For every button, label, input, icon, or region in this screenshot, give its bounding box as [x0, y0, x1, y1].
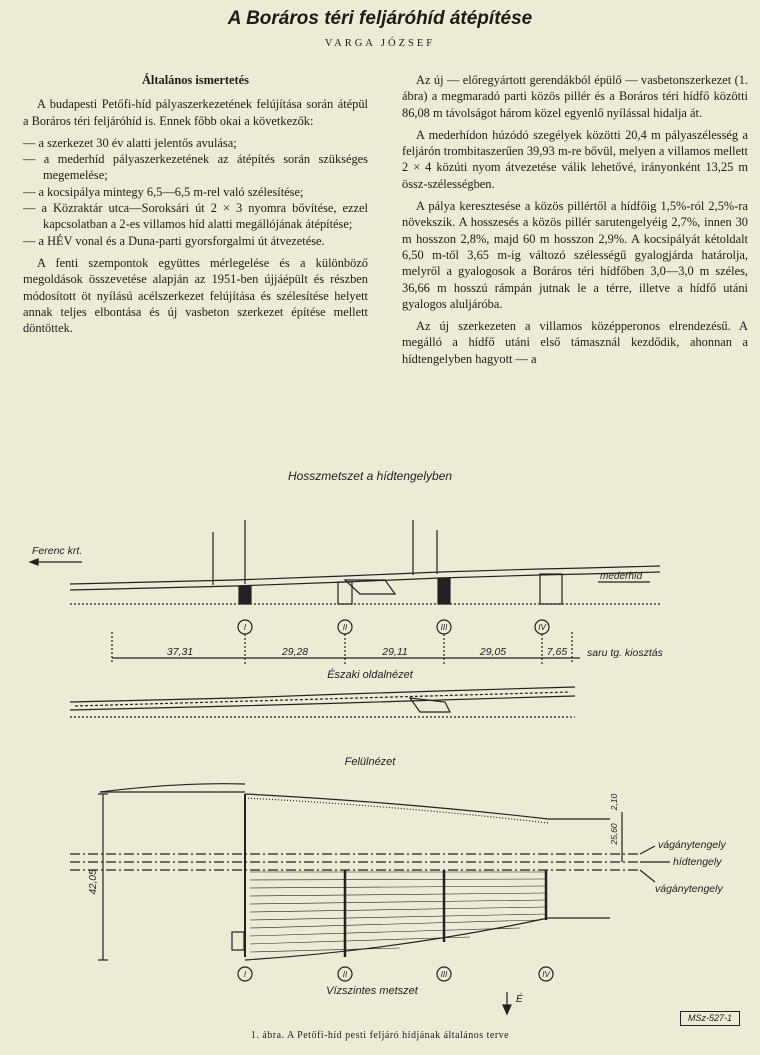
- article-title: A Boráros téri feljáróhíd átépítése: [227, 8, 533, 29]
- list-item: — a szerkezet 30 év alatti jelentős avulása;: [23, 135, 368, 151]
- pier-label: III: [440, 970, 448, 979]
- north-label: É: [516, 994, 523, 1005]
- span-label: 29,05: [479, 646, 507, 658]
- track-axis-label: vágánytengely: [655, 883, 723, 895]
- pier-4: [540, 574, 562, 604]
- bearing-label: saru tg. kiosztás: [587, 647, 663, 659]
- intro-paragraph: A budapesti Petőfi-híd pályaszerkezetének felújítása során átépül a Boráros téri feljáróhíd is. Ennek főbb okai a következők:: [23, 97, 368, 128]
- pier-1: [239, 586, 251, 604]
- reasons-list: [23, 135, 368, 249]
- horizontal-section-title: Vízszintes metszet: [326, 985, 418, 997]
- list-item: — a HÉV vonal és a Duna-parti gyorsforgalmi út átvezetése.: [23, 233, 368, 249]
- figure-caption: 1. ábra. A Petőfi-híd pesti feljáró hídjának általános terve: [250, 1030, 510, 1041]
- paragraph: A mederhídon húzódó szegélyek közötti 20,4 m pályaszélesség a feljárón trombitaszerűen 39,93 m-re bővül, melyen a villamos mellett 2 × 4 közúti nyom átvezetése válik lehetővé, irányonként 13,25 m össz-szélességben.: [402, 127, 748, 191]
- figure-code: MSz-527-1: [680, 1011, 740, 1026]
- track-axis-label: vágánytengely: [658, 839, 726, 851]
- pier-label: IV: [538, 623, 546, 632]
- pier-label: IV: [542, 970, 550, 979]
- right-column: [402, 72, 748, 373]
- pier-label: II: [342, 623, 348, 632]
- north-arrow-head-icon: [503, 1005, 511, 1014]
- span-label: 29,11: [382, 646, 408, 658]
- span-label: 37,31: [166, 646, 194, 658]
- span-label: 7,65: [546, 646, 568, 658]
- pier-label: III: [440, 623, 448, 632]
- ferenc-label: Ferenc krt.: [32, 545, 83, 557]
- span-label: 29,28: [281, 646, 309, 658]
- pier-3: [438, 578, 450, 604]
- bridge-plan-svg: [0, 462, 760, 1022]
- list-item: — a mederhíd pályaszerkezetének az átépítés során szükséges megemelése;: [23, 151, 368, 184]
- left-column: [23, 72, 368, 342]
- mederhid-label: mederhíd: [600, 571, 643, 582]
- right-dim-label: 25,60: [609, 823, 619, 845]
- paragraph: Az új — előregyártott gerendákból épülő — vasbetonszerkezet (1. ábra) a megmaradó parti közös pillér és a Boráros téri hídfő közötti 86,08 m távolságot három közel egyenlő nyílással hidalja át.: [402, 73, 748, 120]
- paragraph: Az új szerkezeten a villamos középperonos elrendezésű. A megálló a hídfő utáni első támasznál kezdődik, ahonnan a hídtengelyben hagyott — a: [402, 319, 748, 366]
- pier-label: I: [243, 623, 247, 632]
- approach-curve: [100, 784, 245, 792]
- top-view-title: Felülnézet: [344, 756, 396, 768]
- top-view-edge-south: [245, 918, 610, 960]
- section-heading: Általános ismertetés: [141, 73, 249, 87]
- side-view-top: [70, 687, 575, 702]
- top-view-edge-north: [245, 794, 610, 819]
- right-dim-label: 2,10: [609, 793, 619, 811]
- width-label: 42,05: [88, 869, 99, 895]
- side-view-bottom: [70, 696, 575, 710]
- ramp-block: [232, 932, 244, 950]
- pier-label: I: [243, 970, 247, 979]
- paragraph: A pálya keresztesése a közös pillértől a hídfőig 1,5%-ról 2,5%-ra növekszik. A hosszesés a közös pillér sarutengelyéig 2,7%, innen 30 m hosszon 2,8%, majd 60 m hosszon 2,9%. A kocsipályát kétoldalt 6,50 m-től 3,65 m-ig változó szélességű gyalogjárda határolja, melyről a gyalogosok a Boráros téri hídfőben 3,0—3,0 m széles, 36,66 m hosszú rámpán jutnak le a térre, illetve a hídfő utáni gyalogos aluljáróba.: [402, 199, 748, 311]
- top-view-railing-north: [245, 798, 548, 823]
- list-item: — a Közraktár utca—Soroksári út 2 × 3 nyomra bővítése, ezzel kapcsolatban a 2-es villamos híd alatti megállójának átépítése;: [23, 200, 368, 233]
- arrow-head-icon: [30, 559, 38, 565]
- closing-paragraph: A fenti szempontok együttes mérlegelése és a különböző megoldások összevetése alapján az 1951-ben újjáépült és részben módosított öt nyílású acélszerkezet felújítása és szélesítése helyett annak teljes elbontása és új vasbeton szerkezet építése mellett döntöttek.: [23, 255, 368, 336]
- pier-label: II: [342, 970, 348, 979]
- bridge-axis-label: hídtengely: [673, 856, 722, 868]
- list-item: — a kocsipálya mintegy 6,5—6,5 m-rel való szélesítése;: [23, 184, 368, 200]
- horizontal-section-hatching: [250, 872, 546, 952]
- side-view-title: Északi oldalnézet: [327, 669, 413, 681]
- article-author: VARGA JÓZSEF: [324, 38, 436, 49]
- long-section-title: Hosszmetszet a hídtengelyben: [287, 469, 453, 483]
- figure-drawing: [0, 462, 760, 1022]
